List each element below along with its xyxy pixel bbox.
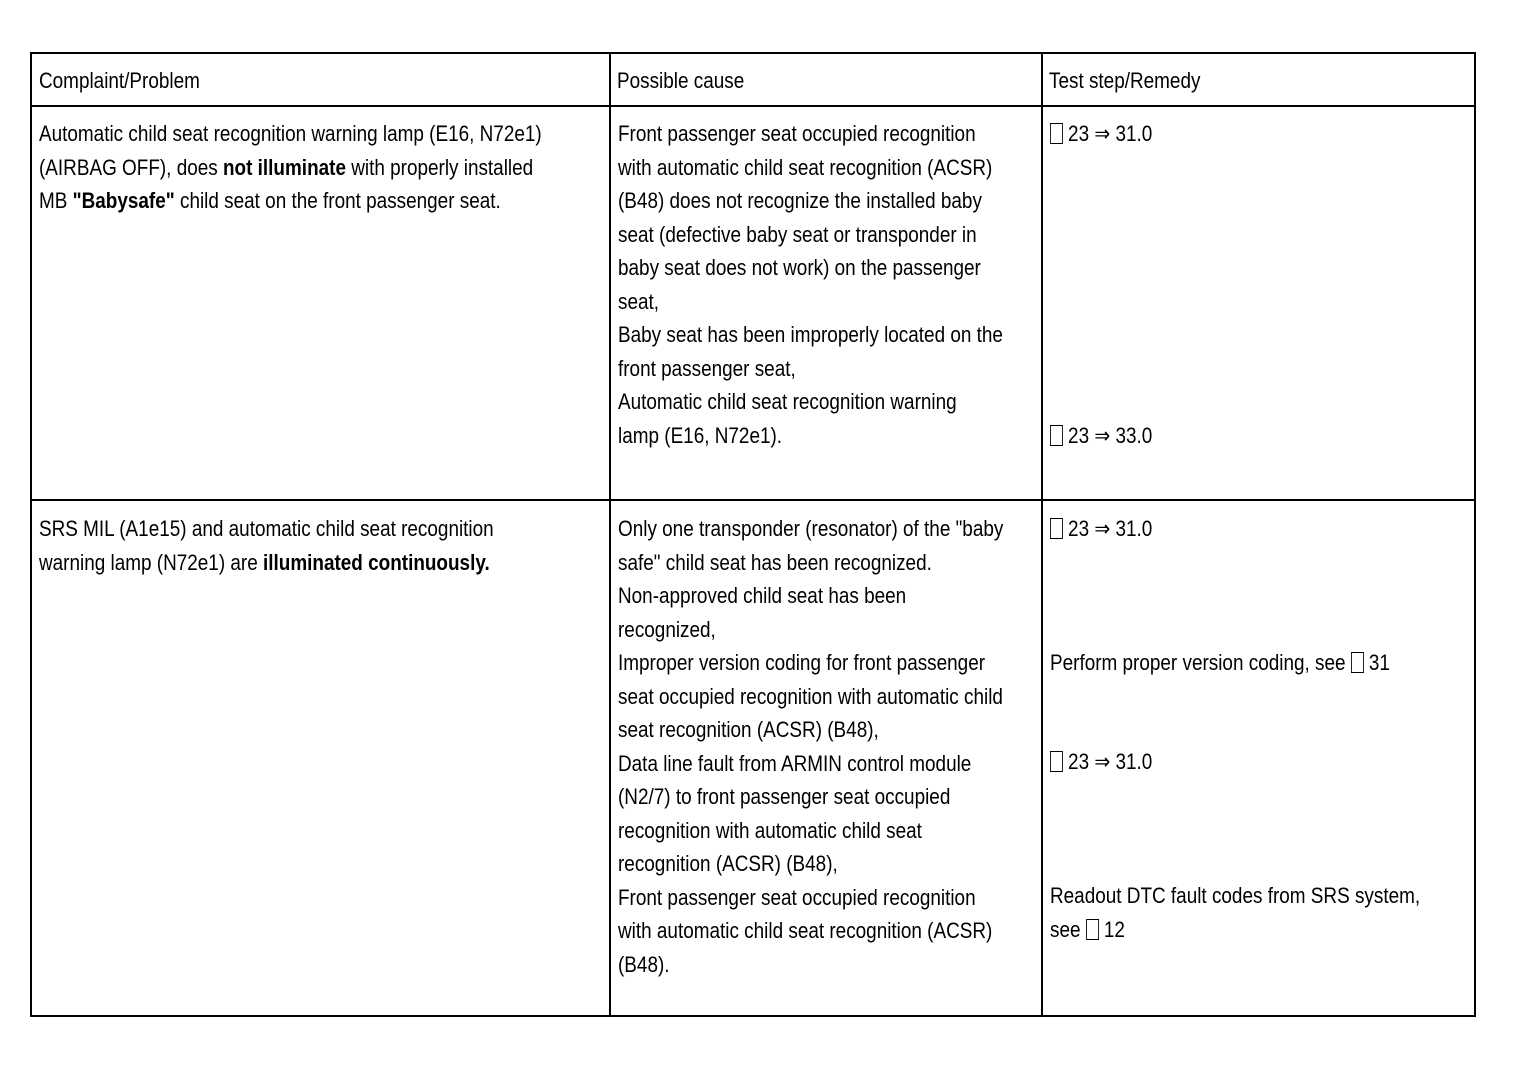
complaint-line: MB "Babysafe" child seat on the front passenger seat. — [39, 188, 501, 213]
cause-line: seat (defective baby seat or transponder in — [618, 221, 977, 247]
cause-line: Automatic child seat recognition warning — [618, 389, 957, 414]
header-remedy: Test step/Remedy — [1049, 68, 1201, 93]
complaint-cell — [39, 117, 542, 218]
cause-line: front passenger seat, — [618, 355, 796, 381]
document-reference-icon — [1050, 751, 1063, 772]
remedy-test-step[interactable]: 23 ⇒ 31.0 — [1050, 117, 1152, 151]
complaint-line: Automatic child seat recognition warning lamp (E16, N72e1) — [39, 121, 542, 146]
cause-line: (B48). — [618, 951, 670, 977]
document-reference-icon — [1050, 123, 1063, 144]
cause-line: with automatic child seat recognition (ACSR) — [618, 918, 993, 943]
header-divider — [32, 105, 1474, 107]
cause-cell — [618, 117, 1003, 452]
complaint-line: (AIRBAG OFF), does not illuminate with properly installed — [39, 154, 534, 180]
cause-line: Improper version coding for front passenger — [618, 650, 986, 675]
cause-line: recognized, — [618, 616, 716, 642]
cause-line: seat occupied recognition with automatic child — [618, 683, 1003, 709]
document-reference-icon — [1050, 425, 1063, 446]
cause-line: seat, — [618, 288, 660, 314]
cause-line: Data line fault from ARMIN control module — [618, 750, 972, 776]
remedy-version-coding[interactable]: Perform proper version coding, see 31 — [1050, 650, 1390, 675]
cause-line: Non-approved child seat has been — [618, 583, 907, 608]
remedy-test-step[interactable]: 23 ⇒ 33.0 — [1050, 419, 1152, 453]
header-complaint: Complaint/Problem — [39, 68, 200, 93]
complaint-line: warning lamp (N72e1) are illuminated continuously. — [39, 549, 490, 575]
cause-line: baby seat does not work) on the passenger — [618, 255, 981, 280]
cause-line: Front passenger seat occupied recognition — [618, 121, 976, 146]
remedy-test-step[interactable]: 23 ⇒ 31.0 — [1050, 512, 1152, 546]
complaint-line: SRS MIL (A1e15) and automatic child seat recognition — [39, 516, 494, 541]
header-cause: Possible cause — [617, 68, 745, 93]
row-divider — [32, 499, 1474, 501]
remedy-test-step[interactable]: 23 ⇒ 31.0 — [1050, 745, 1152, 779]
cause-line: Only one transponder (resonator) of the "baby — [618, 516, 1004, 541]
cause-line: Baby seat has been improperly located on the — [618, 322, 1003, 347]
cause-line: recognition (ACSR) (B48), — [618, 851, 838, 876]
cause-line: with automatic child seat recognition (ACSR) — [618, 154, 993, 180]
cause-line: Front passenger seat occupied recognition — [618, 884, 976, 910]
cause-line: recognition with automatic child seat — [618, 817, 922, 843]
column-divider — [609, 54, 611, 1015]
cause-cell — [618, 512, 1003, 981]
cause-line: (B48) does not recognize the installed baby — [618, 188, 982, 213]
cause-line: seat recognition (ACSR) (B48), — [618, 717, 879, 742]
document-reference-icon — [1086, 919, 1099, 940]
remedy-readout-dtc[interactable]: Readout DTC fault codes from SRS system, see 12 — [1050, 883, 1421, 942]
diagnosis-table — [30, 52, 1476, 1017]
cause-line: lamp (E16, N72e1). — [618, 422, 783, 448]
column-divider — [1041, 54, 1043, 1015]
document-reference-icon — [1351, 652, 1364, 673]
document-reference-icon — [1050, 518, 1063, 539]
cause-line: safe" child seat has been recognized. — [618, 549, 932, 575]
cause-line: (N2/7) to front passenger seat occupied — [618, 784, 951, 809]
complaint-cell — [39, 512, 494, 579]
